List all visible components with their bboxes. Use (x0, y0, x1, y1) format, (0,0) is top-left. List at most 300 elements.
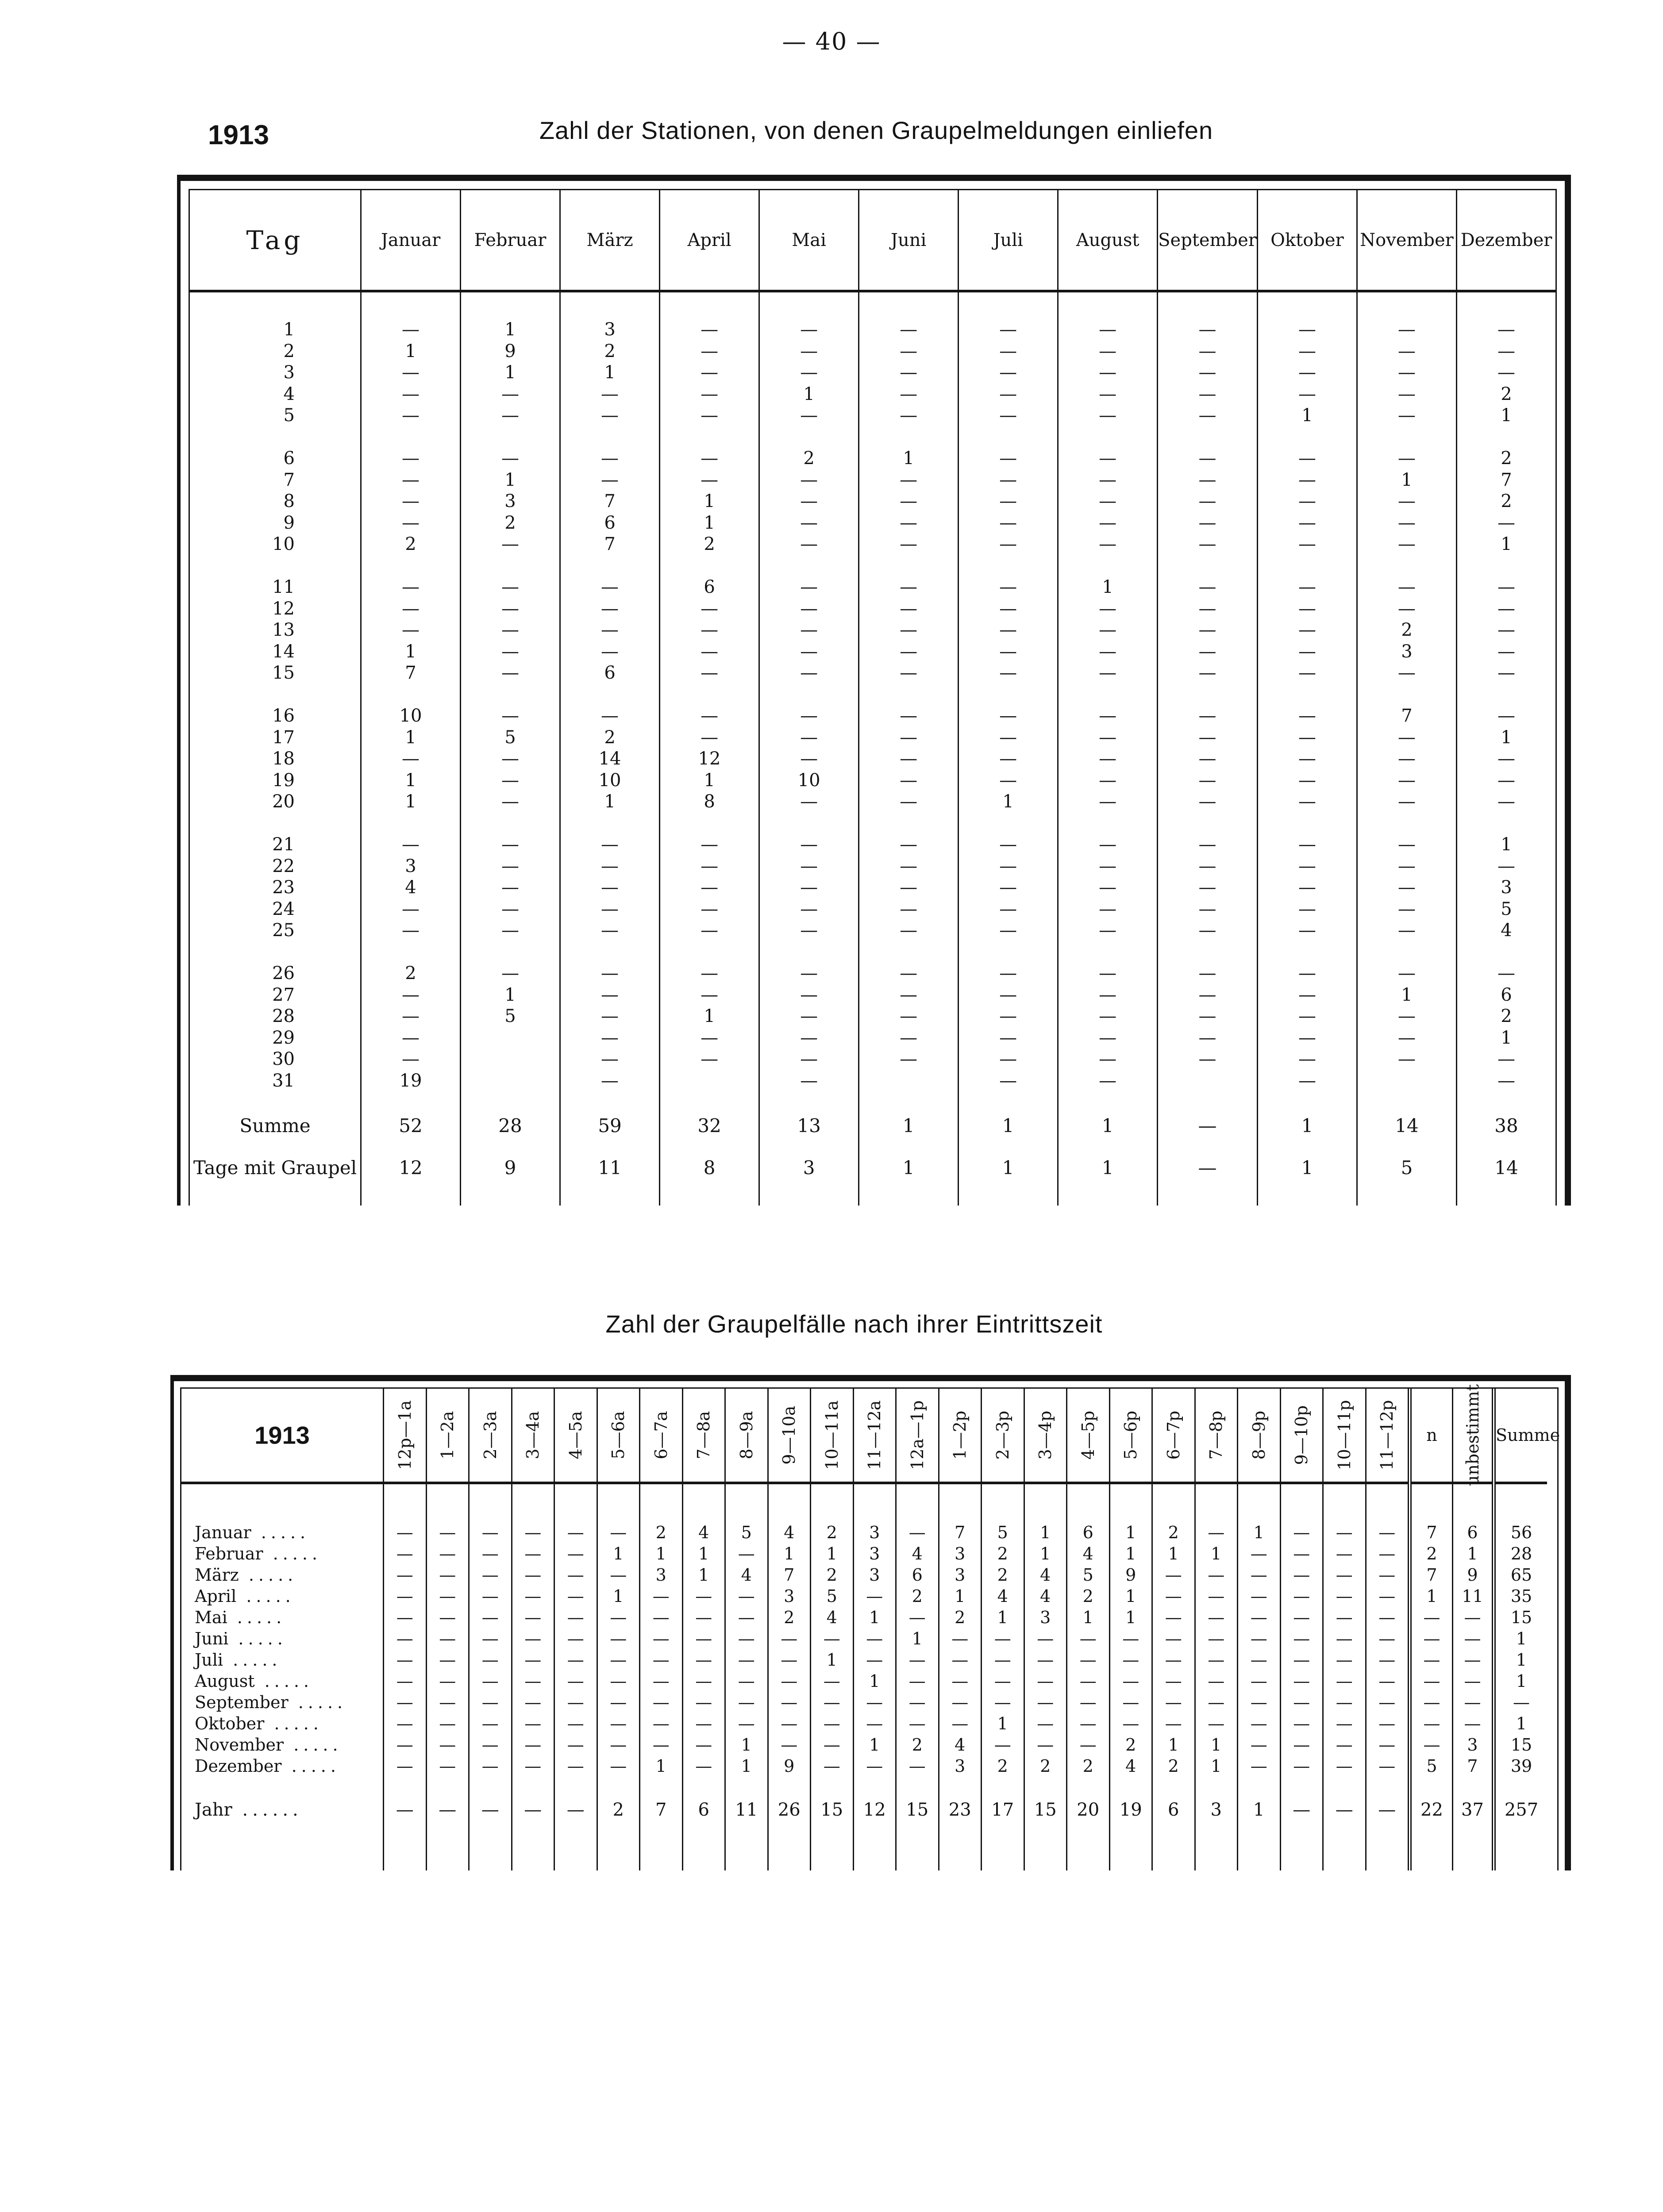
time-column (554, 1389, 597, 1870)
jahr-name: Jahr (195, 1800, 232, 1820)
table2-title: Zahl der Graupelfälle nach ihrer Eintrittszeit (605, 1310, 1103, 1338)
day-value: — (999, 405, 1017, 426)
count-value: — (1208, 1608, 1225, 1627)
day-value: — (1298, 727, 1316, 748)
day-value: — (999, 512, 1017, 533)
time-body (1196, 1484, 1237, 1777)
month-column (1157, 190, 1257, 1206)
count-value: — (1165, 1629, 1182, 1648)
count-value: — (1293, 1608, 1310, 1627)
count-value: — (1293, 1714, 1310, 1733)
count-value: — (610, 1671, 627, 1691)
day-label: 27 (272, 984, 295, 1005)
day-value: 1 (903, 448, 914, 469)
count-value: — (1464, 1671, 1481, 1691)
count-value: — (1423, 1629, 1440, 1648)
day-value: — (601, 920, 619, 941)
month-label (181, 1628, 383, 1649)
day-value: — (701, 384, 719, 404)
time-column (468, 1389, 511, 1870)
count-value: — (695, 1714, 712, 1733)
month-column (1456, 190, 1555, 1206)
day-value: — (1099, 1049, 1117, 1069)
day-label: 12 (272, 598, 295, 619)
count-value: — (524, 1565, 542, 1585)
summe-value: 59 (598, 1115, 622, 1137)
count-value: — (1165, 1565, 1182, 1585)
day-value: — (1298, 448, 1316, 469)
row-gap (461, 813, 559, 834)
time-body (769, 1484, 810, 1777)
row-gap (1358, 941, 1456, 963)
hour-label: 12p—1a (395, 1400, 415, 1470)
count-value: 1 (1211, 1544, 1222, 1563)
month-header: November (1358, 190, 1456, 292)
day-value: — (1298, 469, 1316, 490)
count-value: — (866, 1629, 883, 1648)
count-value: 1 (1426, 1586, 1437, 1606)
count-value: 1 (1125, 1544, 1136, 1563)
day-value: 10 (598, 770, 621, 791)
day-value: 1 (604, 791, 616, 812)
day-value: — (1397, 899, 1416, 919)
day-value: — (1198, 620, 1216, 640)
day-value: — (601, 877, 619, 898)
day-value: 9 (504, 341, 516, 361)
time-column (639, 1389, 682, 1870)
day-value: — (1298, 749, 1316, 769)
count-value: 1 (1040, 1544, 1051, 1563)
time-column (511, 1389, 554, 1870)
day-value: — (999, 749, 1017, 769)
day-value: — (900, 341, 918, 361)
day-value: — (800, 1070, 818, 1091)
day-label: 31 (272, 1070, 295, 1091)
day-value: — (1198, 727, 1216, 748)
day-value: — (1298, 620, 1316, 640)
count-value: — (652, 1693, 670, 1712)
day-value: — (1099, 899, 1117, 919)
day-value: — (1397, 877, 1416, 898)
day-value: 1 (1102, 577, 1113, 597)
day-value: — (1099, 448, 1117, 469)
tage-value: 14 (1494, 1157, 1518, 1179)
month-column (1057, 190, 1157, 1206)
day-value: — (1397, 791, 1416, 812)
day-value: — (1099, 384, 1117, 404)
count-value: — (652, 1608, 670, 1627)
count-value: — (481, 1565, 499, 1585)
time-column (895, 1389, 938, 1870)
row-gap (1258, 684, 1356, 706)
day-label: 3 (283, 362, 295, 383)
month-body (660, 292, 758, 1091)
day-column (190, 190, 360, 1206)
day-value: — (1397, 1049, 1416, 1069)
day-value: — (1397, 856, 1416, 876)
day-label: 22 (272, 856, 295, 876)
count-value: 6 (1467, 1523, 1478, 1542)
count-value: — (1250, 1629, 1267, 1648)
count-value: — (1464, 1608, 1481, 1627)
count-value: — (1165, 1650, 1182, 1670)
day-value (461, 1027, 559, 1049)
count-value: — (695, 1756, 712, 1776)
count-value: — (1165, 1671, 1182, 1691)
count-value: 35 (1510, 1586, 1532, 1606)
day-value: — (999, 706, 1017, 726)
month-name: Juni (195, 1629, 229, 1648)
day-value: — (1099, 1006, 1117, 1026)
count-value: — (866, 1714, 883, 1733)
day-value: — (402, 405, 420, 426)
day-value: — (1198, 856, 1216, 876)
day-value: — (1198, 920, 1216, 941)
count-value: — (1378, 1693, 1396, 1712)
day-value: — (1397, 834, 1416, 855)
time-body (982, 1484, 1024, 1777)
day-value: — (1099, 534, 1117, 554)
day-value: — (999, 834, 1017, 855)
summe-label: Summe (239, 1115, 311, 1137)
row-gap (561, 941, 659, 963)
day-value: — (402, 834, 420, 855)
day-value: — (1099, 1070, 1117, 1091)
month-header: Dezember (1457, 190, 1555, 292)
day-value: — (1497, 362, 1515, 383)
day-label: 25 (272, 920, 295, 941)
day-value: — (1397, 577, 1416, 597)
count-value: 5 (826, 1586, 837, 1606)
day-value: — (701, 405, 719, 426)
day-value: — (1198, 577, 1216, 597)
hour-label: 5—6a (608, 1411, 628, 1459)
hour-label: 1—2p (950, 1410, 970, 1460)
time-table (170, 1375, 1571, 1870)
row-gap (461, 426, 559, 448)
month-name: April (195, 1586, 237, 1606)
day-value: — (601, 706, 619, 726)
day-value: — (501, 641, 520, 662)
day-value: — (402, 1027, 420, 1048)
leader-dots: ...... (232, 1800, 303, 1820)
time-column (981, 1389, 1024, 1870)
hour-label: 10—11a (822, 1400, 842, 1470)
month-label (181, 1649, 383, 1671)
day-value: — (701, 469, 719, 490)
month-name: Februar (195, 1544, 263, 1563)
day-value: — (900, 362, 918, 383)
count-value: 15 (1510, 1735, 1532, 1755)
day-value: 1 (1401, 469, 1413, 490)
count-value: — (781, 1714, 798, 1733)
count-value: 2 (1426, 1544, 1437, 1563)
row-gap (461, 684, 559, 706)
day-value: — (800, 577, 818, 597)
row-gap (561, 426, 659, 448)
day-value: — (900, 963, 918, 983)
count-value: — (610, 1693, 627, 1712)
day-value: 8 (704, 791, 715, 812)
day-value: — (1497, 620, 1515, 640)
count-value: 1 (1082, 1608, 1093, 1627)
count-value: — (1165, 1693, 1182, 1712)
day-value: 1 (504, 469, 516, 490)
count-value: — (524, 1693, 542, 1712)
count-value: 1 (826, 1650, 837, 1670)
leader-dots: ..... (236, 1586, 295, 1606)
time-header (1367, 1389, 1408, 1484)
day-value: — (1099, 341, 1117, 361)
day-value: — (900, 663, 918, 683)
day-value: — (701, 362, 719, 383)
month-header: März (561, 190, 659, 292)
count-value: — (396, 1735, 413, 1755)
day-value: — (900, 856, 918, 876)
count-value: — (781, 1671, 798, 1691)
day-value: 14 (598, 749, 621, 769)
count-value: — (1293, 1629, 1310, 1648)
month-label-column (181, 1389, 383, 1870)
day-value: 1 (504, 984, 516, 1005)
day-value: — (1198, 1006, 1216, 1026)
day-value: — (1099, 770, 1117, 791)
day-value: 2 (405, 963, 416, 983)
count-value: — (524, 1735, 542, 1755)
count-value: — (1423, 1714, 1440, 1733)
count-value: — (1378, 1671, 1396, 1691)
count-value: — (1208, 1714, 1225, 1733)
day-value: — (501, 749, 520, 769)
count-value: — (695, 1608, 712, 1627)
day-value: — (601, 641, 619, 662)
n-label: n (1426, 1425, 1437, 1445)
row-gap (1158, 813, 1257, 834)
count-value: — (781, 1693, 798, 1712)
day-value: — (701, 920, 719, 941)
time-body (1110, 1484, 1152, 1777)
count-value: — (1336, 1608, 1353, 1627)
summe-value: 14 (1395, 1115, 1419, 1137)
count-value: 3 (955, 1756, 966, 1776)
month-label (181, 1607, 383, 1628)
day-value: — (701, 727, 719, 748)
time-header (1110, 1389, 1152, 1484)
day-value: — (701, 1027, 719, 1048)
leader-dots: ..... (251, 1523, 310, 1542)
count-value: — (567, 1714, 584, 1733)
day-value: — (1397, 534, 1416, 554)
day-label: 9 (283, 512, 295, 533)
count-value: — (1513, 1693, 1530, 1712)
month-name: Oktober (195, 1714, 265, 1733)
day-value: — (1198, 791, 1216, 812)
month-body (561, 292, 659, 1091)
day-value: — (800, 1049, 818, 1069)
day-value: 2 (1501, 491, 1512, 511)
month-column (1257, 190, 1356, 1206)
count-value: — (1250, 1586, 1267, 1606)
count-value: — (567, 1586, 584, 1606)
count-value: — (610, 1714, 627, 1733)
jahr-value: — (1378, 1800, 1396, 1820)
jahr-value: 6 (1168, 1800, 1179, 1820)
day-value: 1 (1501, 534, 1512, 554)
count-value: — (439, 1544, 456, 1563)
count-value: — (439, 1735, 456, 1755)
day-value: 5 (504, 727, 516, 748)
count-value: 9 (1467, 1565, 1478, 1585)
count-value: 1 (1125, 1608, 1136, 1627)
count-value: — (567, 1629, 584, 1648)
count-value: — (1378, 1565, 1396, 1585)
time-header (1324, 1389, 1365, 1484)
day-value: — (601, 856, 619, 876)
day-value: 6 (704, 577, 715, 597)
year-header (181, 1389, 383, 1484)
count-value: 6 (1082, 1523, 1093, 1542)
count-value: — (1250, 1544, 1267, 1563)
tage-value: 1 (1101, 1157, 1114, 1179)
time-column (1024, 1389, 1066, 1870)
day-value: — (900, 984, 918, 1005)
month-label (181, 1734, 383, 1755)
count-value: 1 (1211, 1756, 1222, 1776)
count-value: — (781, 1629, 798, 1648)
day-value: — (501, 899, 520, 919)
count-value: 3 (655, 1565, 666, 1585)
day-value: — (900, 319, 918, 340)
count-value: 2 (1082, 1586, 1093, 1606)
count-value: — (738, 1629, 755, 1648)
count-value: — (524, 1586, 542, 1606)
day-value: — (1099, 834, 1117, 855)
count-value: 1 (784, 1544, 795, 1563)
day-value: — (800, 620, 818, 640)
day-value: — (501, 834, 520, 855)
day-value: — (402, 984, 420, 1005)
day-value: — (1298, 1006, 1316, 1026)
day-value: — (1198, 984, 1216, 1005)
count-value: — (524, 1608, 542, 1627)
day-value: 7 (1501, 469, 1512, 490)
time-column (767, 1389, 810, 1870)
hour-label: 7—8p (1206, 1410, 1226, 1460)
count-value: — (1336, 1523, 1353, 1542)
jahr-value: 19 (1119, 1800, 1142, 1820)
day-value: 1 (704, 1006, 715, 1026)
count-value: 5 (741, 1523, 752, 1542)
day-value: 2 (604, 727, 616, 748)
jahr-value: — (1293, 1800, 1311, 1820)
count-value: — (396, 1714, 413, 1733)
count-value: 2 (826, 1565, 837, 1585)
time-header (854, 1389, 896, 1484)
row-gap (1457, 684, 1555, 706)
count-value: — (1079, 1693, 1097, 1712)
jahr-value: 7 (655, 1800, 667, 1820)
day-value: — (900, 577, 918, 597)
month-header: Januar (362, 190, 460, 292)
summe-value: 28 (498, 1115, 522, 1137)
day-value: — (900, 598, 918, 619)
jahr-value: 22 (1420, 1800, 1443, 1820)
day-value: — (1099, 920, 1117, 941)
count-value: 1 (997, 1608, 1008, 1627)
day-value: — (1298, 512, 1316, 533)
day-value: — (1198, 341, 1216, 361)
count-value: — (1037, 1735, 1054, 1755)
day-value: — (1298, 362, 1316, 383)
day-value: — (701, 834, 719, 855)
day-value: — (402, 384, 420, 404)
day-value: — (601, 1049, 619, 1069)
day-value: — (501, 448, 520, 469)
row-gap (561, 555, 659, 577)
day-value: — (1198, 663, 1216, 683)
time-header (470, 1389, 511, 1484)
day-value: — (999, 984, 1017, 1005)
count-value: — (1122, 1650, 1139, 1670)
time-body (897, 1484, 938, 1777)
count-value: — (951, 1629, 969, 1648)
row-gap (760, 426, 858, 448)
time-header (427, 1389, 469, 1484)
time-column (1194, 1389, 1237, 1870)
count-value: — (481, 1523, 499, 1542)
time-body (1025, 1484, 1066, 1777)
count-value: — (781, 1735, 798, 1755)
summe-label: Summe (1496, 1425, 1560, 1445)
day-value: — (1298, 899, 1316, 919)
day-value: 6 (1501, 984, 1512, 1005)
day-value: — (402, 362, 420, 383)
count-value: — (1378, 1735, 1396, 1755)
count-value: 2 (997, 1544, 1008, 1563)
day-value: — (601, 963, 619, 983)
month-name: Dezember (195, 1756, 282, 1776)
count-value: — (1378, 1523, 1396, 1542)
day-value: — (800, 491, 818, 511)
day-label: 17 (272, 727, 295, 748)
day-value: — (1198, 749, 1216, 769)
hour-label: 1—2a (438, 1411, 458, 1459)
count-value: — (1464, 1693, 1481, 1712)
time-column (724, 1389, 767, 1870)
day-label: 26 (272, 963, 295, 983)
count-value: — (1336, 1544, 1353, 1563)
time-body (811, 1484, 853, 1777)
count-value: — (1165, 1608, 1182, 1627)
count-value: 1 (1516, 1650, 1527, 1670)
summe-value: 1 (1002, 1115, 1014, 1137)
day-value: — (1298, 341, 1316, 361)
day-label: 6 (283, 448, 295, 469)
day-value: — (701, 856, 719, 876)
row-gap (859, 426, 958, 448)
count-value: 4 (912, 1544, 923, 1563)
count-value: 2 (955, 1608, 966, 1627)
day-value: — (1397, 341, 1416, 361)
time-body (1067, 1484, 1109, 1777)
count-value: — (439, 1693, 456, 1712)
month-column (360, 190, 460, 1206)
leader-dots: ..... (264, 1714, 323, 1733)
day-value: — (601, 448, 619, 469)
count-value: — (1165, 1714, 1182, 1733)
row-gap (1158, 941, 1257, 963)
day-value: — (1497, 963, 1515, 983)
